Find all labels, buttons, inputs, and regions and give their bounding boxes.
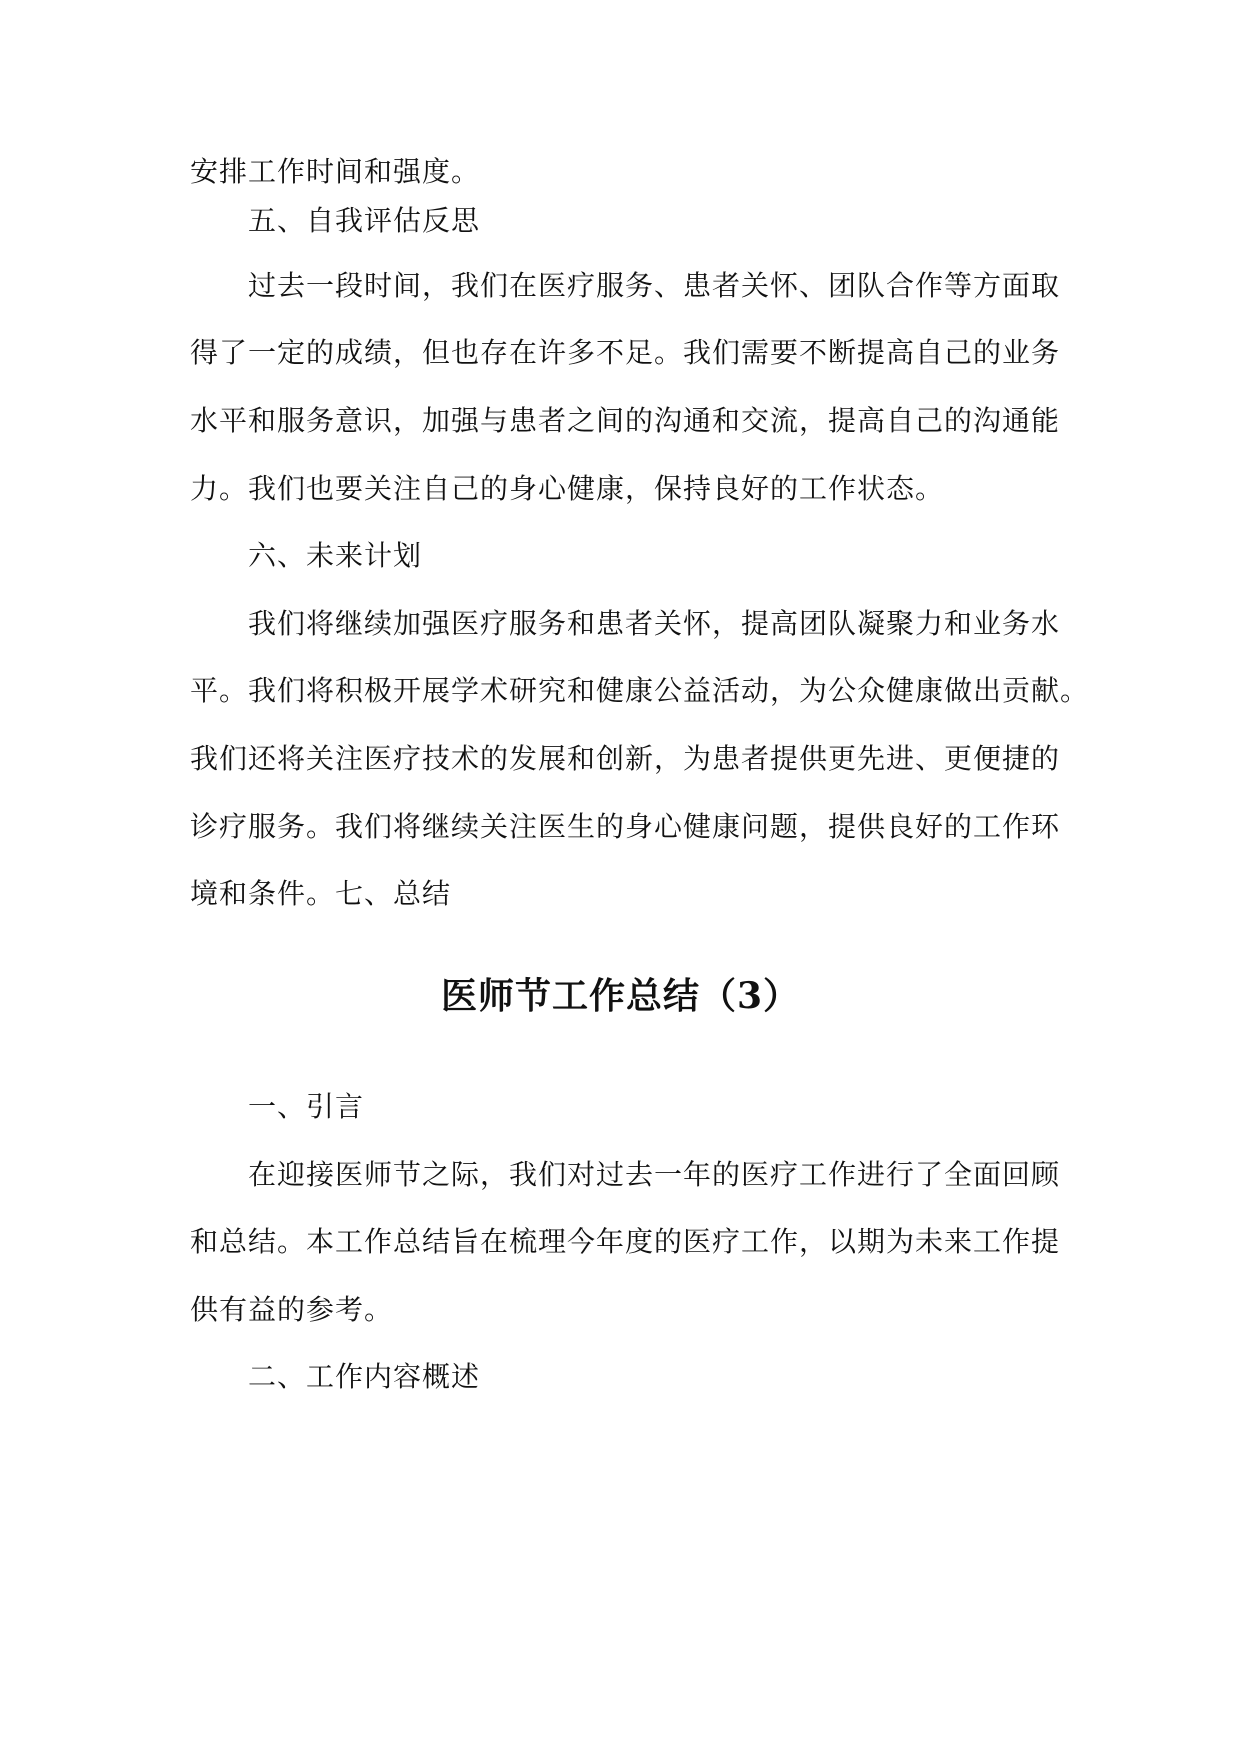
paragraph-line: 水平和服务意识，加强与患者之间的沟通和交流，提高自己的沟通能 xyxy=(190,404,1061,437)
paragraph-line: 力。我们也要关注自己的身心健康，保持良好的工作状态。 xyxy=(190,472,945,505)
paragraph-line: 诊疗服务。我们将继续关注医生的身心健康问题，提供良好的工作环 xyxy=(190,810,1061,843)
section-heading-2: 二、工作内容概述 xyxy=(248,1360,481,1393)
paragraph-line: 过去一段时间，我们在医疗服务、患者关怀、团队合作等方面取 xyxy=(248,269,1061,302)
paragraph-line: 供有益的参考。 xyxy=(190,1293,394,1326)
paragraph-line: 和总结。本工作总结旨在梳理今年度的医疗工作，以期为未来工作提 xyxy=(190,1225,1061,1258)
paragraph-line: 安排工作时间和强度。 xyxy=(190,155,481,188)
paragraph-line: 我们还将关注医疗技术的发展和创新，为患者提供更先进、更便捷的 xyxy=(190,742,1061,775)
paragraph-line: 平。我们将积极开展学术研究和健康公益活动，为公众健康做出贡献。 xyxy=(190,674,1090,707)
section-heading-1: 一、引言 xyxy=(248,1090,365,1123)
paragraph-line: 境和条件。七、总结 xyxy=(190,877,452,910)
paragraph-line: 在迎接医师节之际，我们对过去一年的医疗工作进行了全面回顾 xyxy=(248,1158,1061,1191)
paragraph-line: 得了一定的成绩，但也存在许多不足。我们需要不断提高自己的业务 xyxy=(190,336,1061,369)
section-heading-6: 六、未来计划 xyxy=(248,539,423,572)
paragraph-line: 我们将继续加强医疗服务和患者关怀，提高团队凝聚力和业务水 xyxy=(248,607,1061,640)
section-heading-5: 五、自我评估反思 xyxy=(248,204,481,237)
document-title: 医师节工作总结（3） xyxy=(440,975,801,1017)
